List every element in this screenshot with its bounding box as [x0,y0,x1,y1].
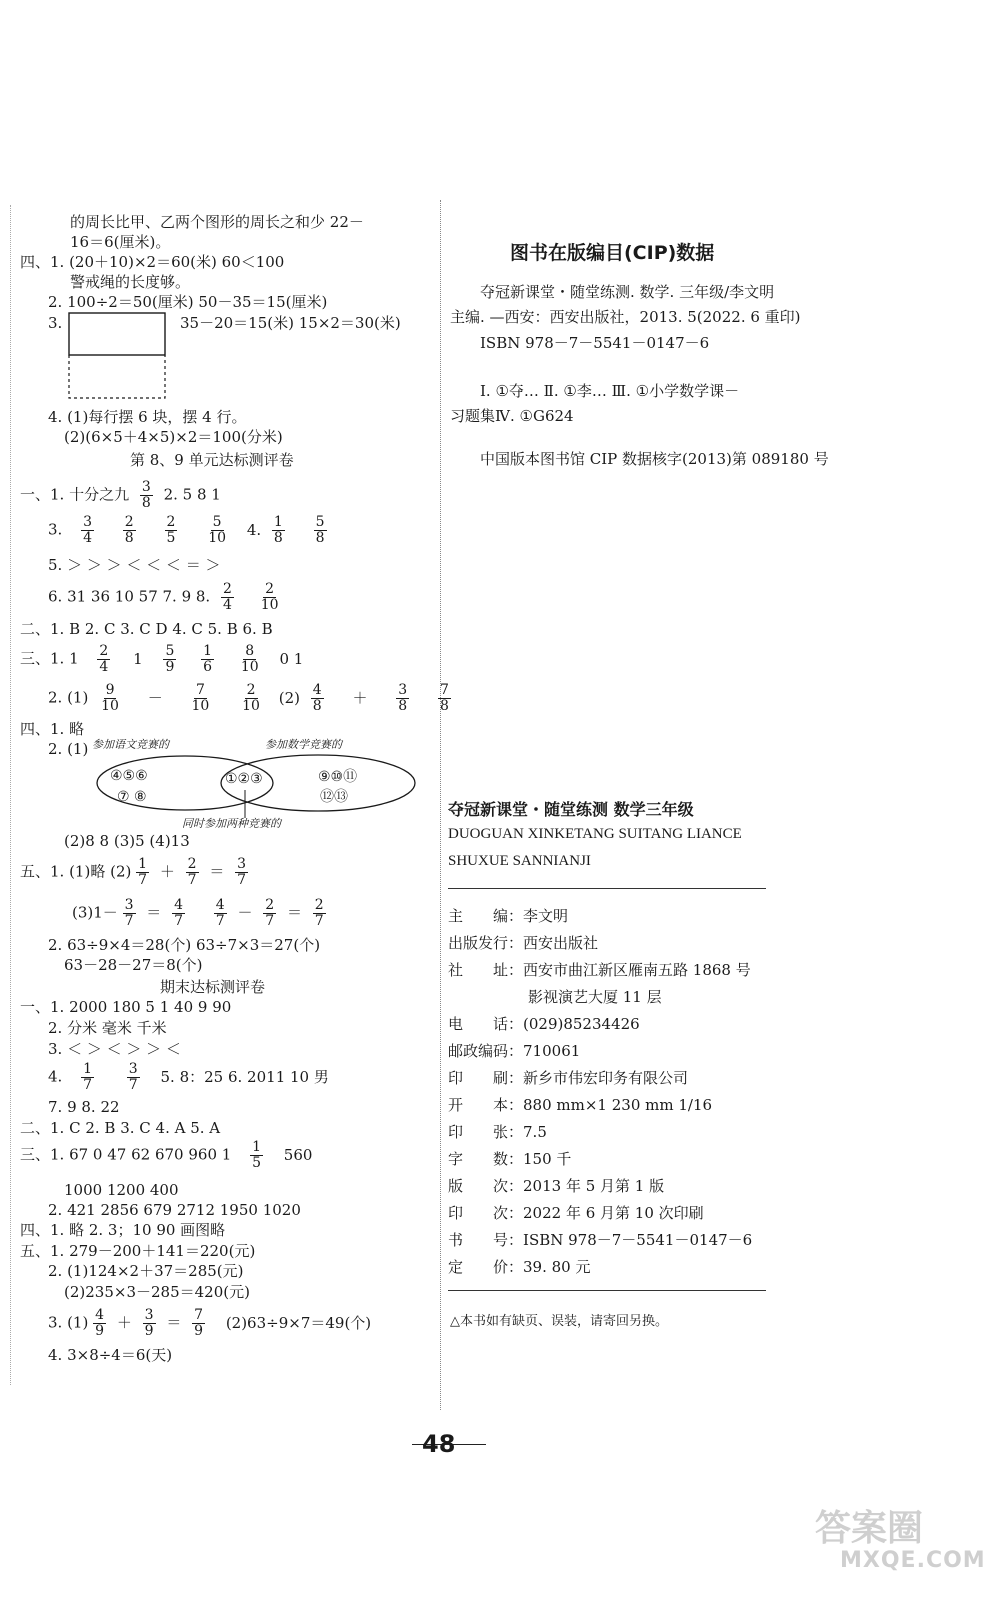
column-divider [440,200,442,1410]
final-5-3: 3. (1) $\frac{4}{9}$ ＋ $\frac{3}{9}$ ＝ $\frac{7}{9}$ (2)63÷9×7＝49(个) [48,1307,372,1339]
answer-4-2: 2. 100÷2＝50(厘米) 50－35＝15(厘米) [48,293,328,311]
answer-4-4b: (2)(6×5＋4×5)×2＝100(分米) [64,428,283,446]
venn-right-items: ⑨⑩⑪ [318,769,358,785]
info-row: 书 号：ISBN 978－7－5541－0147－6 [448,1231,753,1249]
info-row: 印 张：7.5 [448,1123,547,1141]
answer-4-2-part2: 2. (1) [48,740,89,758]
answer-5-1-3: (3)1－ $\frac{3}{7}$ ＝ $\frac{4}{7}$ $\frac{4}{7}$ － $\frac{2}{7}$ ＝ $\frac{2}{7}$ [72,897,324,929]
rectangle-drawing [68,312,168,402]
answer-1-5: 5. ＞ ＞ ＞ ＜ ＜ ＜ ＝ ＞ [48,556,221,574]
info-row: 影视演艺大厦 11 层 [528,988,662,1006]
final-1-3: 3. ＜ ＞ ＜ ＞ ＞ ＜ [48,1040,181,1058]
venn-left-items-2: ⑦ ⑧ [117,789,147,805]
answer-4-3-label: 3. [48,314,63,332]
final-1-4: 4. $\frac{1}{7}$ $\frac{3}{7}$ 5. 8：25 6. 2011 10 男 [48,1061,329,1093]
info-row: 邮政编码：710061 [448,1042,581,1060]
final-5-2b: (2)235×3－285＝420(元) [64,1283,250,1301]
final-1-1: 一、1. 2000 180 5 1 40 9 90 [20,998,232,1016]
divider [448,888,766,889]
answer-1-6: 6. 31 36 10 57 7. 9 8. $\frac{2}{4}$ $\frac{2}{10}$ [48,581,279,613]
answer-1-3: 3. $\frac{3}{4}$ $\frac{2}{8}$ $\frac{2}{5}$ $\frac{5}{10}$ 4. $\frac{1}{8}$ $\frac{5}{8}$ [48,514,325,546]
answer-5-1: 五、1. (1)略 (2) $\frac{1}{7}$ ＋ $\frac{2}{7}$ ＝ $\frac{3}{7}$ [20,856,247,888]
page-number: 48 [422,1430,456,1458]
answer-4-3: 35－20＝15(米) 15×2＝30(米) [180,314,401,332]
venn-left-label: 参加语文竞赛的 [92,738,169,751]
cip-line: 夺冠新课堂・随堂练测. 数学. 三年级/李文明 [480,283,775,301]
section-title-final: 期末达标测评卷 [160,978,266,996]
answer-4-1-part2: 四、1. 略 [20,720,85,738]
final-3-1c: 1000 1200 400 [64,1181,179,1199]
info-row: 开 本：880 mm×1 230 mm 1/16 [448,1096,713,1114]
answer-2: 二、1. B 2. C 3. C D 4. C 5. B 6. B [20,620,273,638]
info-row: 主 编：李文明 [448,907,569,925]
text-line: 的周长比甲、乙两个图形的周长之和少 22－ [70,213,364,231]
page-number-rule-right [460,1444,486,1445]
answer-5-2b: 63－28－27＝8(个) [64,956,203,974]
final-5-1: 五、1. 279－200＋141＝220(元) [20,1242,256,1260]
cip-title: 图书在版编目(CIP)数据 [510,242,715,264]
answer-3-1: 三、1. 1 $\frac{2}{4}$ 1 $\frac{5}{9}$ $\frac{1}{6}$ $\frac{8}{10}$ 0 1 [20,643,304,675]
left-margin-line [10,205,12,1385]
answer-4-2b: (2)8 8 (3)5 (4)13 [64,832,190,850]
book-title: 夺冠新课堂・随堂练测 数学三年级 [448,800,694,819]
answer-3-2: 2. (1) $\frac{9}{10}$ － $\frac{7}{10}$ $\frac{2}{10}$ (2) $\frac{4}{8}$ ＋ $\frac{3}{8}$ $\frac{7}{8}$ [48,682,449,714]
text-line: 警戒绳的长度够。 [70,273,191,291]
info-row: 版 次：2013 年 5 月第 1 版 [448,1177,665,1195]
venn-left-items: ④⑤⑥ [110,768,148,784]
book-title-pinyin: DUOGUAN XINKETANG SUITANG LIANCE [448,826,742,842]
venn-right-label: 参加数学竞赛的 [265,738,342,751]
final-4: 四、1. 略 2. 3；10 90 画图略 [20,1221,226,1239]
text-line: 16＝6(厘米)。 [70,233,171,251]
final-3-1: 三、1. 67 0 47 62 670 960 1 $\frac{1}{5}$ 560 [20,1139,313,1171]
info-row: 印 次：2022 年 6 月第 10 次印刷 [448,1204,704,1222]
cip-line: Ⅰ. ①夺… Ⅱ. ①李… Ⅲ. ①小学数学课－ [480,382,740,400]
final-1-2: 2. 分米 毫米 千米 [48,1019,167,1037]
notice: △本书如有缺页、误装，请寄回另换。 [450,1314,668,1329]
divider [448,1290,766,1291]
final-5-4: 4. 3×8÷4＝6(天) [48,1346,173,1364]
cip-line: 习题集Ⅳ. ①G624 [450,407,574,425]
info-row: 印 刷：新乡市伟宏印务有限公司 [448,1069,689,1087]
answer-1-1: 一、1. 十分之九 $\frac{3}{8}$ 2. 5 8 1 [20,479,221,511]
final-5-2a: 2. (1)124×2＋37＝285(元) [48,1262,244,1280]
watermark-url: MXQE.COM [840,1548,986,1573]
answer-5-2: 2. 63÷9×4＝28(个) 63÷7×3＝27(个) [48,936,321,954]
answer-4-1: 四、1. (20＋10)×2＝60(米) 60＜100 [20,253,285,271]
venn-right-items-2: ⑫⑬ [320,789,348,805]
book-title-pinyin: SHUXUE SANNIANJI [448,853,591,869]
info-row: 出版发行：西安出版社 [448,934,599,952]
venn-middle-items: ①②③ [225,771,263,787]
cip-line: 主编. —西安：西安出版社，2013. 5(2022. 6 重印) [450,308,801,326]
info-row: 社 址：西安市曲江新区雁南五路 1868 号 [448,961,751,979]
venn-bottom-label: 同时参加两种竞赛的 [182,817,281,830]
cip-line: 中国版本图书馆 CIP 数据核字(2013)第 089180 号 [480,450,829,468]
info-row: 字 数：150 千 [448,1150,572,1168]
final-1-7: 7. 9 8. 22 [48,1098,120,1116]
final-3-2: 2. 421 2856 679 2712 1950 1020 [48,1201,301,1219]
info-row: 电 话：(029)85234426 [448,1015,640,1033]
fraction: $\frac{3}{8}$ [141,479,151,511]
cip-isbn: ISBN 978－7－5541－0147－6 [480,334,710,352]
answer-4-4a: 4. (1)每行摆 6 块，摆 4 行。 [48,408,247,426]
final-2: 二、1. C 2. B 3. C 4. A 5. A [20,1119,221,1137]
info-row: 定 价：39. 80 元 [448,1258,591,1276]
watermark-logo: 答案圈 [815,1508,924,1549]
section-title-unit-8-9: 第 8、9 单元达标测评卷 [130,451,294,469]
